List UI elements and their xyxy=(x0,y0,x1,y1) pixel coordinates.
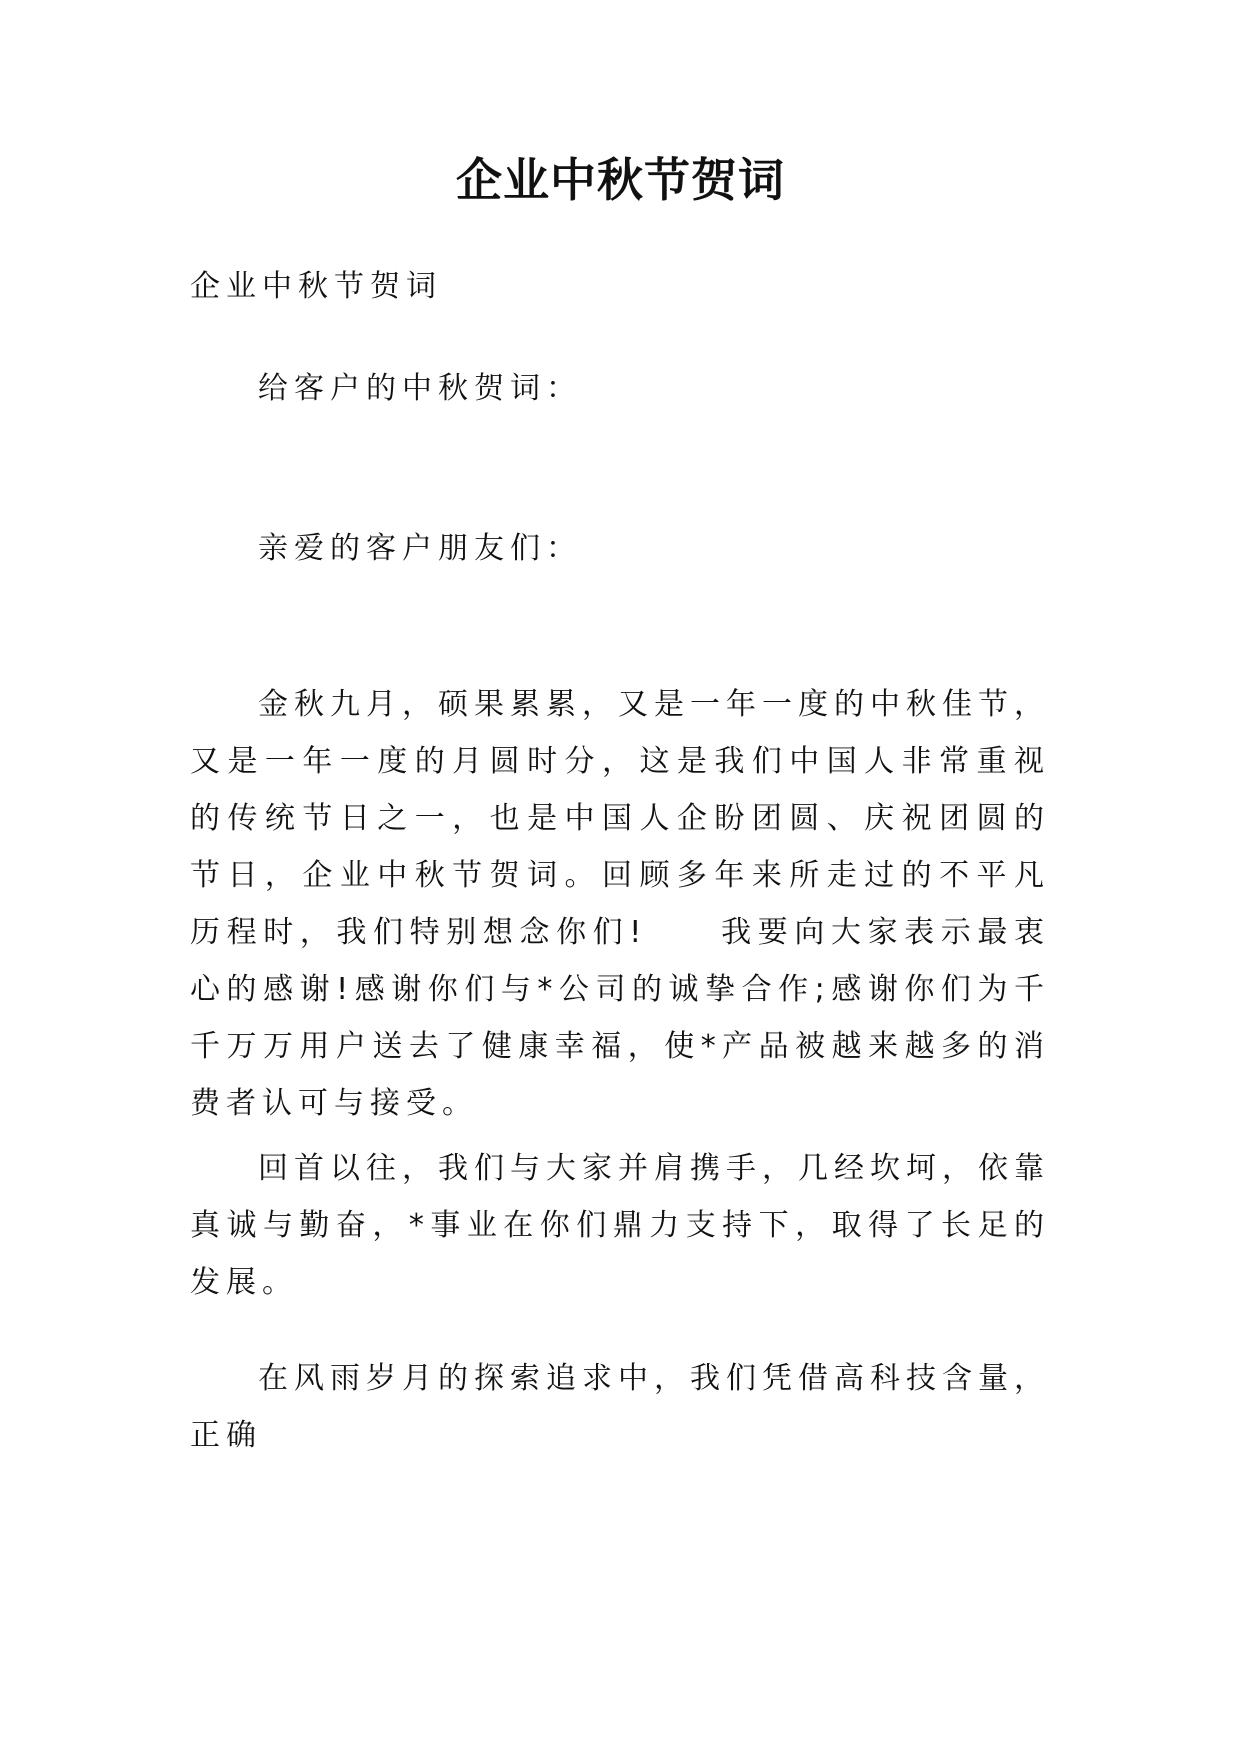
paragraph-salutation: 亲爱的客户朋友们： xyxy=(258,531,582,566)
document-title: 企业中秋节贺词 xyxy=(456,153,785,207)
document-subtitle: 企业中秋节贺词 xyxy=(190,269,442,304)
paragraph-body-2: 回首以往，我们与大家并肩携手，几经坎坷，依靠真诚与勤奋，*事业在你们鼎力支持下，取得了长足的发展。 xyxy=(190,1151,1050,1300)
paragraph-body-3: 在风雨岁月的探索追求中，我们凭借高科技含量，正确 xyxy=(190,1361,1050,1453)
paragraph-body-1: 金秋九月，硕果累累，又是一年一度的中秋佳节，又是一年一度的月圆时分，这是我们中国人非常重视的传统节日之一，也是中国人企盼团圆、庆祝团圆的节日，企业中秋节贺词。回顾多年来所走过的不平凡历程时，我们特别想念你们! 我要向大家表示最衷心的感谢!感谢你们与*公司的诚挚合作;感谢你们为千千万万用户送去了健康幸福，使*产品被越来越多的消费者认可与接受。 xyxy=(190,687,1050,1121)
paragraph-greeting-heading: 给客户的中秋贺词： xyxy=(258,371,582,406)
